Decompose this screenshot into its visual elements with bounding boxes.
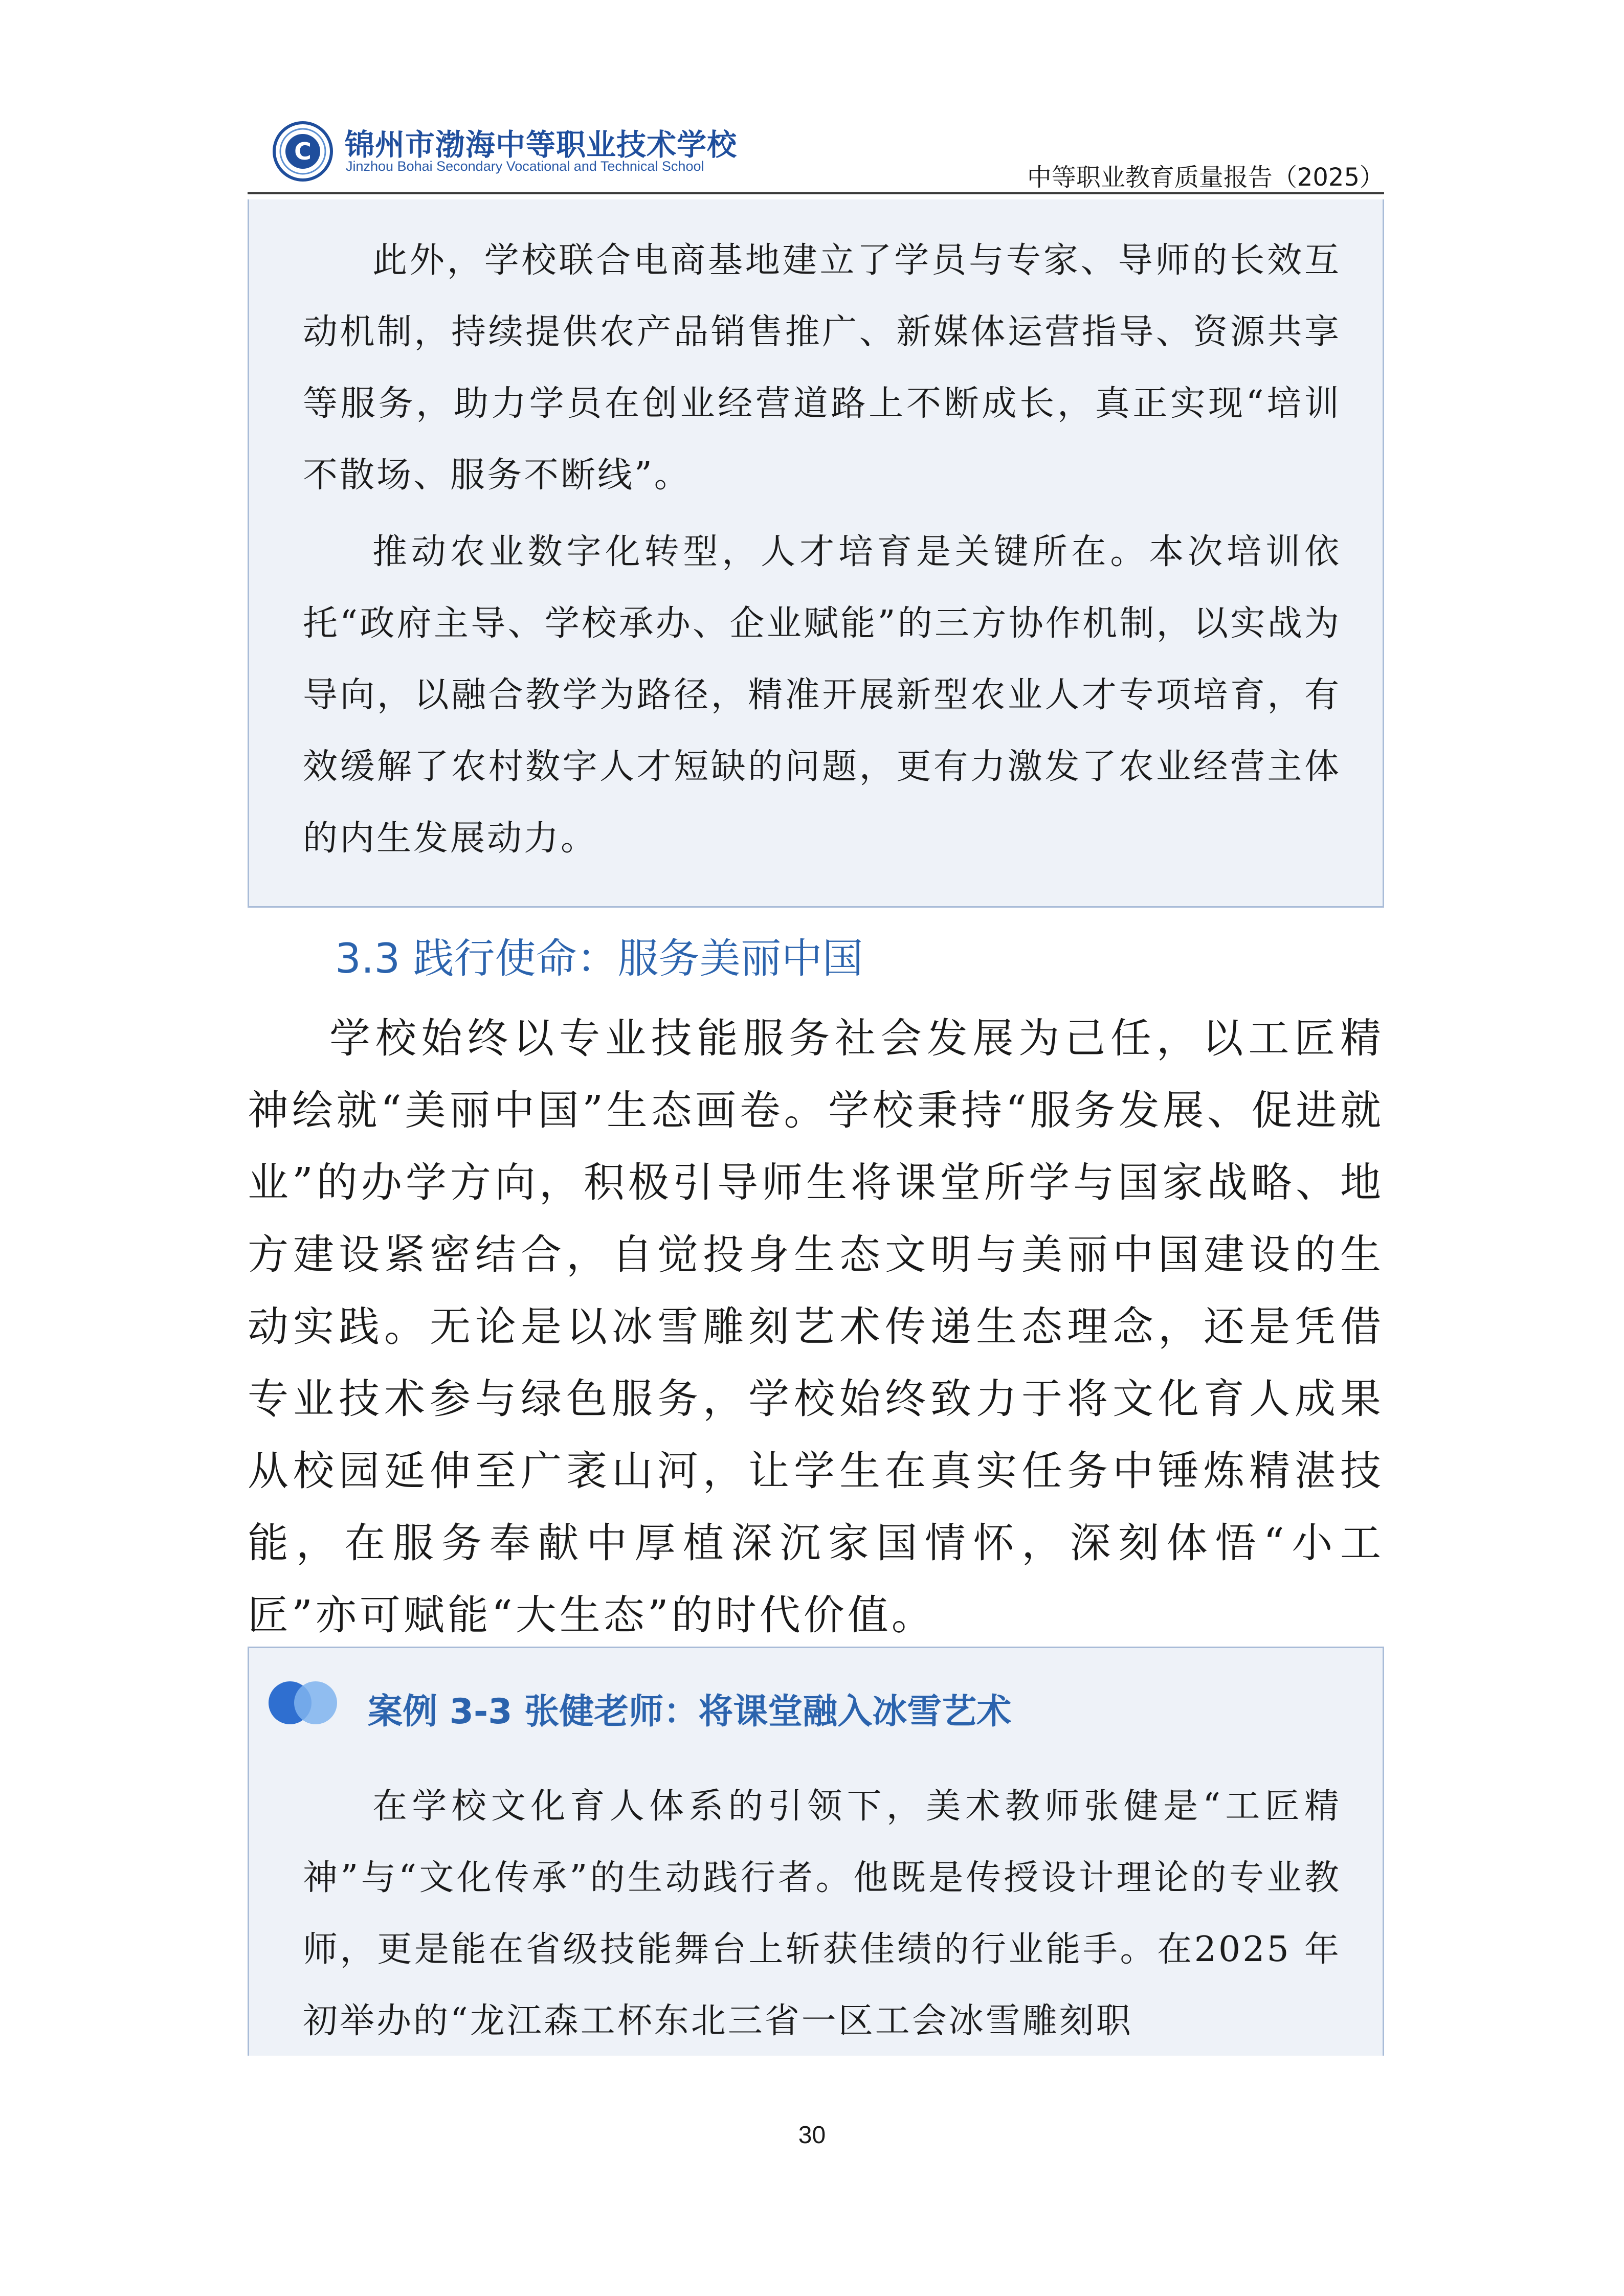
case-box-continued	[248, 199, 1384, 908]
school-name-en: Jinzhou Bohai Secondary Vocational and Technical School	[346, 159, 704, 174]
case-box-3-3	[248, 1647, 1384, 2056]
double-circle-icon	[264, 1680, 341, 1726]
page-number: 30	[798, 2122, 826, 2149]
section-paragraph: 学校始终以专业技能服务社会发展为己任，以工匠精神绘就“美丽中国”生态画卷。学校秉持“服务发展、促进就业”的办学方向，积极引导师生将课堂所学与国家战略、地方建设紧密结合，自觉投身生态文明与美丽中国建设的生动实践。无论是以冰雪雕刻艺术传递生态理念，还是凭借专业技术参与绿色服务，学校始终致力于将文化育人成果从校园延伸至广袤山河，让学生在真实任务中锤炼精湛技能，在服务奉献中厚植深沉家国情怀，深刻体悟“小工匠”亦可赋能“大生态”的时代价值。	[248, 1015, 1384, 1639]
case-paragraph-2: 推动农业数字化转型，人才培育是关键所在。本次培训依托“政府主导、学校承办、企业赋能”的三方协作机制，以实战为导向，以融合教学为路径，精准开展新型农业人才专项培育，有效缓解了农村数字人才短缺的问题，更有力激发了农业经营主体的内生发展动力。	[303, 532, 1341, 859]
school-name-cn: 锦州市渤海中等职业技术学校	[345, 127, 738, 162]
case-paragraph: 在学校文化育人体系的引领下，美术教师张健是“工匠精神”与“文化传承”的生动践行者。他既是传授设计理论的专业教师，更是能在省级技能舞台上斩获佳绩的行业能手。在2025 年初举办的“龙江森工杯东北三省一区工会冰雪雕刻职	[303, 1786, 1341, 2041]
section-heading: 3.3 践行使命：服务美丽中国	[335, 935, 863, 982]
header-divider	[248, 192, 1384, 194]
report-title: 中等职业教育质量报告（2025）	[1027, 163, 1384, 192]
case-paragraph-1: 此外，学校联合电商基地建立了学员与专家、导师的长效互动机制，持续提供农产品销售推广、新媒体运营指导、资源共享等服务，助力学员在创业经营道路上不断成长，真正实现“培训不散场、服务不断线”。	[303, 240, 1341, 496]
school-emblem-icon	[272, 121, 333, 182]
case-title: 案例 3-3 张健老师：将课堂融入冰雪艺术	[368, 1692, 1012, 1732]
page-header	[248, 110, 1384, 202]
logo-letter: C	[294, 138, 312, 165]
